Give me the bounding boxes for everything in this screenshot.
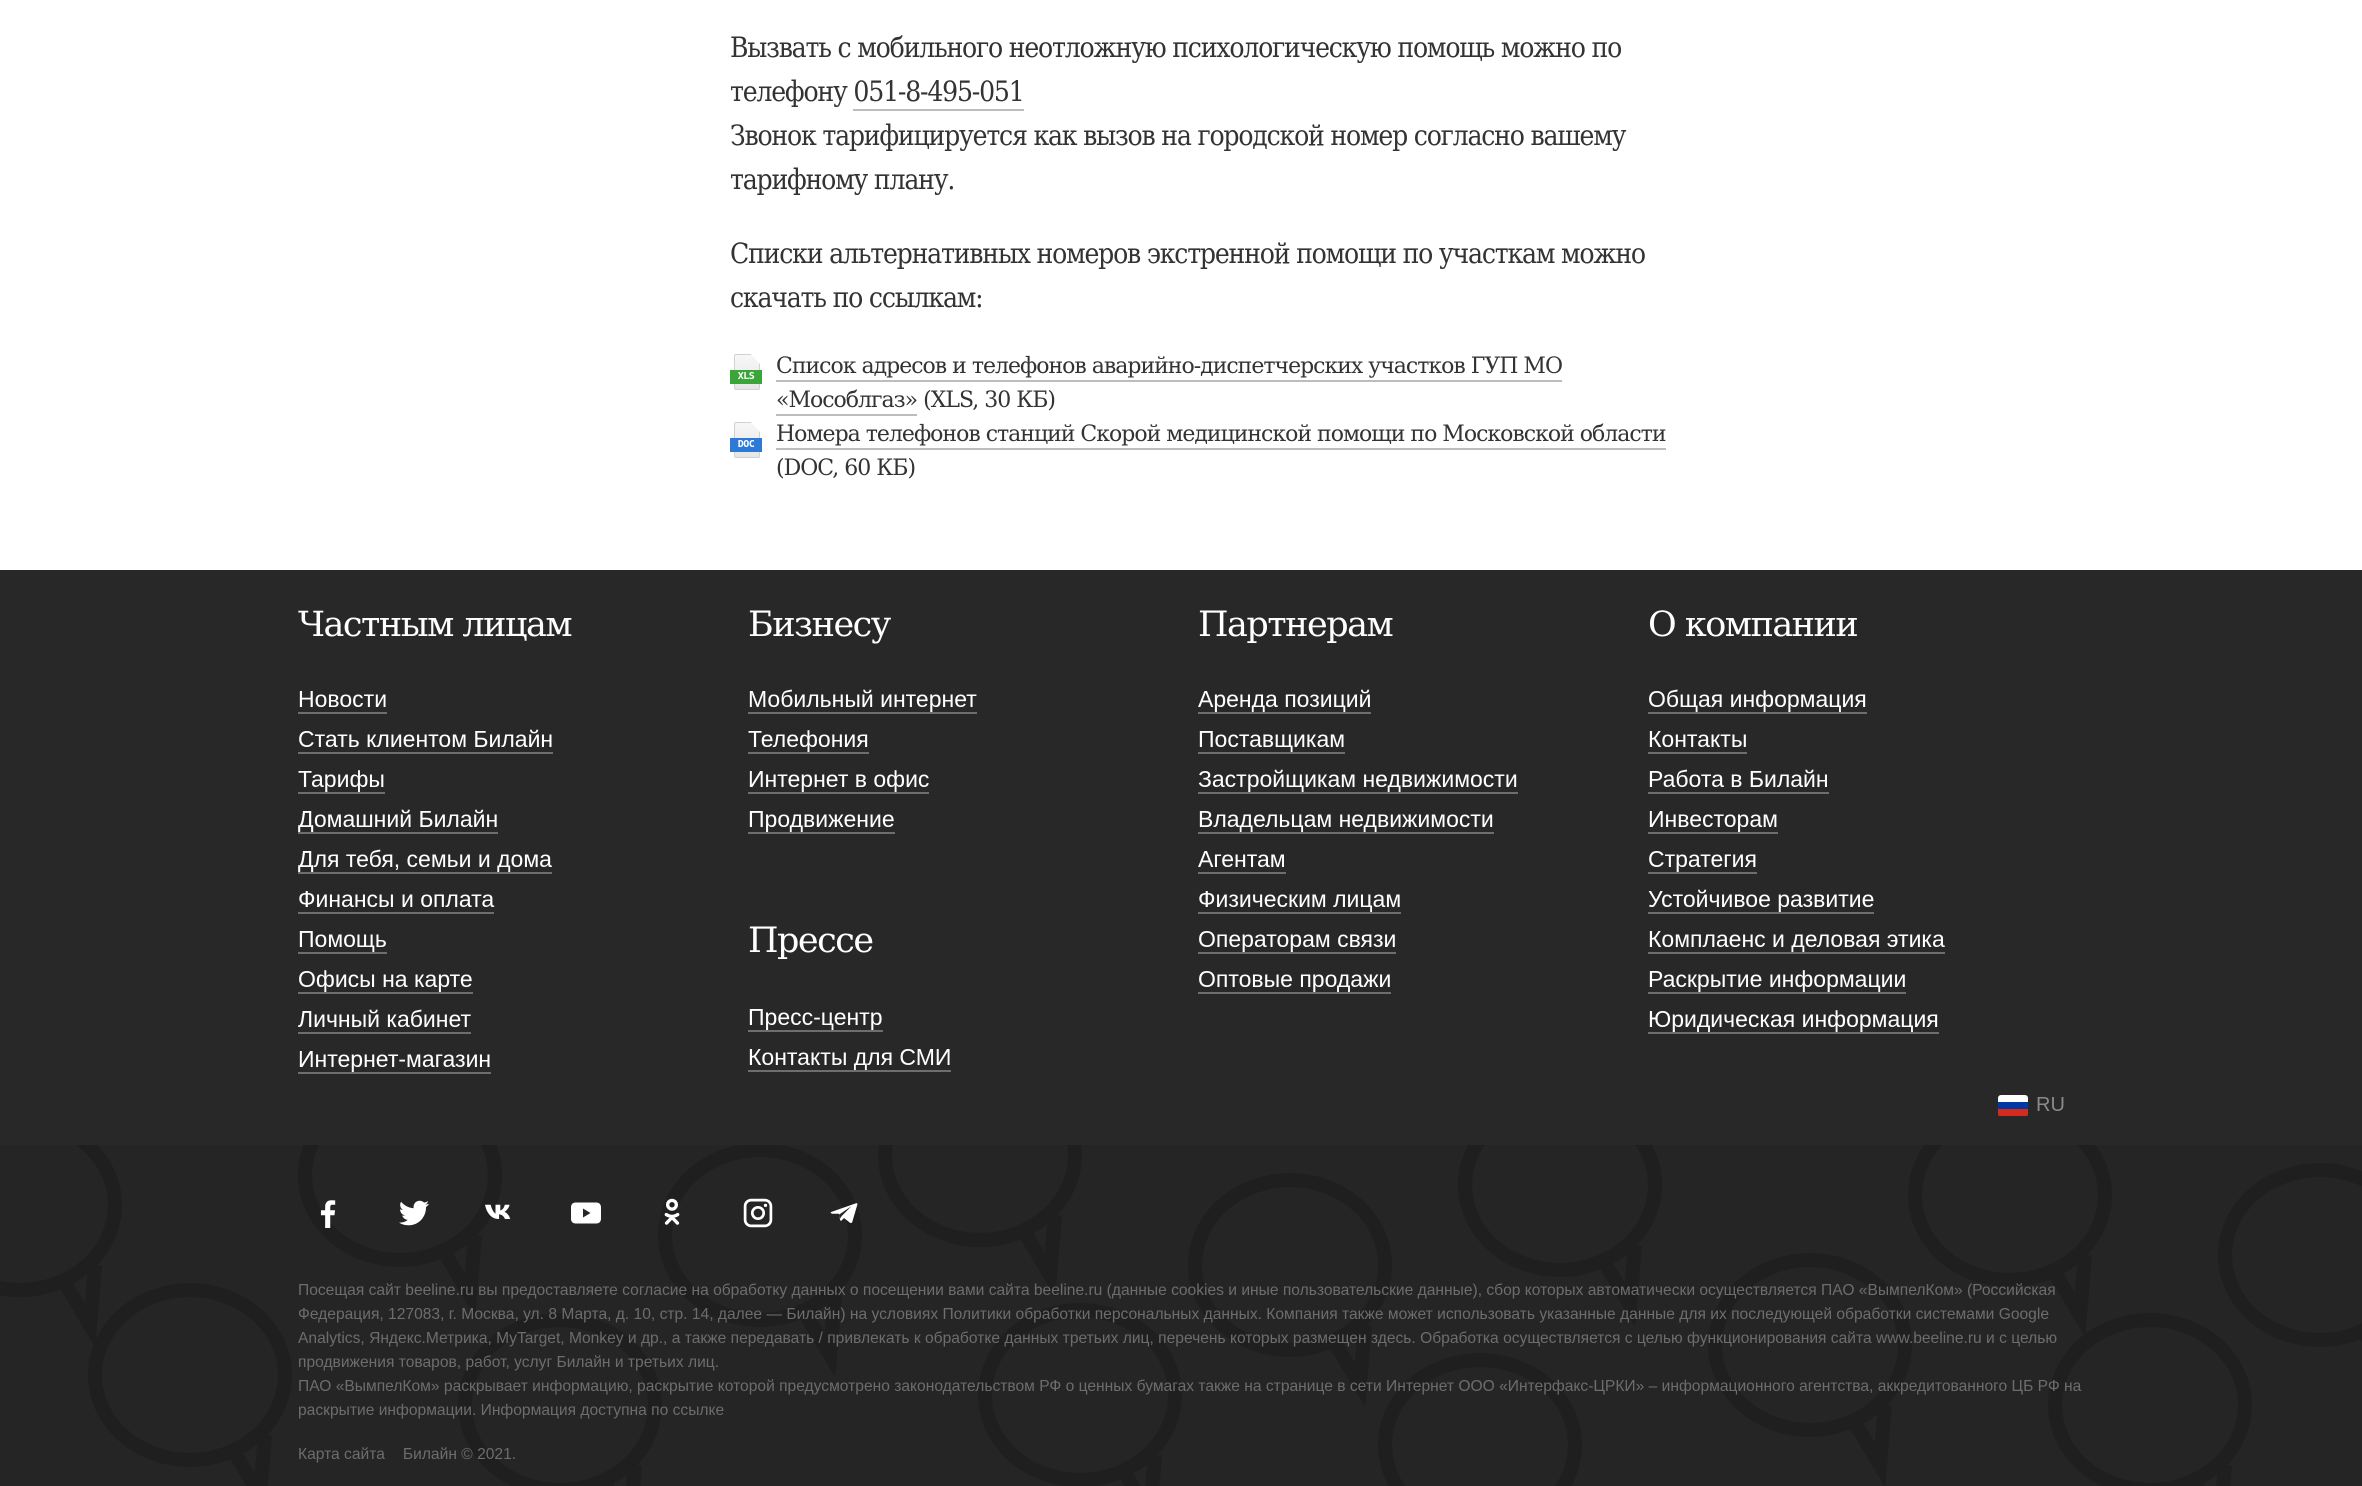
mobile-help-paragraph — [730, 26, 1670, 202]
footer-link[interactable]: Комплаенс и деловая этика — [1648, 926, 1945, 952]
footer-heading: О компании — [1648, 605, 1858, 645]
youtube-link[interactable] — [568, 1193, 654, 1233]
footer-link[interactable]: Владельцам недвижимости — [1198, 806, 1494, 832]
footer-link[interactable]: Инвесторам — [1648, 806, 1778, 832]
help-phone-link[interactable]: 051-8-495-051 — [853, 75, 1023, 111]
youtube-icon — [568, 1195, 604, 1231]
privacy-policy-link[interactable]: Политики обработки персональных данных — [942, 1306, 1258, 1323]
footer-link[interactable]: Юридическая информация — [1648, 1006, 1939, 1032]
file-meta: (DOC, 60 КБ) — [776, 456, 916, 481]
article-content — [730, 26, 1670, 502]
footer-link[interactable]: Раскрытие информации — [1648, 966, 1907, 992]
mosoblgaz-download-link[interactable]: Список адресов и телефонов аварийно-диспетчерских участков ГУП МО «Мособлгаз» — [776, 354, 1562, 416]
language-switcher[interactable] — [1998, 1094, 2065, 1117]
disclosure-link[interactable]: по ссылке — [651, 1402, 725, 1419]
footer-link[interactable]: Застройщикам недвижимости — [1198, 766, 1518, 792]
copyright-text: Билайн © 2021. — [402, 1446, 517, 1463]
download-list — [730, 350, 1670, 486]
footer-link[interactable]: Агентам — [1198, 846, 1286, 872]
footer-link[interactable]: Стать клиентом Билайн — [298, 726, 554, 752]
footer-link[interactable]: Работа в Билайн — [1648, 766, 1829, 792]
footer-link[interactable]: Общая информация — [1648, 686, 1867, 712]
download-item — [730, 418, 1670, 486]
instagram-icon — [740, 1195, 776, 1231]
footer-link[interactable]: Для тебя, семьи и дома — [298, 846, 552, 872]
footer-link[interactable]: Новости — [298, 686, 388, 712]
file-meta: (XLS, 30 КБ) — [917, 388, 1056, 413]
xls-file-icon: XLS — [730, 354, 762, 392]
language-label: RU — [2036, 1094, 2065, 1116]
mobile-help-text: Вызвать с мобильного неотложную психологическую помощь можно по телефону — [730, 31, 1622, 108]
footer-link[interactable]: Офисы на карте — [298, 966, 473, 992]
telegram-icon — [826, 1195, 862, 1231]
facebook-link[interactable] — [310, 1193, 396, 1233]
footer-link[interactable]: Устойчивое развитие — [1648, 886, 1875, 912]
footer-link[interactable]: Продвижение — [748, 806, 895, 832]
footer-link[interactable]: Пресс-центр — [748, 1004, 883, 1030]
instagram-link[interactable] — [740, 1193, 826, 1233]
ambulance-download-link[interactable]: Номера телефонов станций Скорой медицинской помощи по Московской области — [776, 422, 1666, 450]
footer-link[interactable]: Тарифы — [298, 766, 385, 792]
footer-nav — [0, 570, 2362, 1145]
russia-flag-icon — [1998, 1095, 2028, 1117]
odnoklassniki-icon — [654, 1195, 690, 1231]
alt-numbers-paragraph: Списки альтернативных номеров экстренной помощи по участкам можно скачать по ссылкам: — [730, 237, 1645, 314]
vk-icon — [482, 1195, 518, 1231]
social-links — [310, 1193, 912, 1233]
footer-bottom — [0, 1145, 2362, 1486]
footer-link[interactable]: Финансы и оплата — [298, 886, 495, 912]
footer-link[interactable]: Помощь — [298, 926, 387, 952]
footer-link[interactable]: Мобильный интернет — [748, 686, 977, 712]
copyright-row — [298, 1443, 516, 1467]
footer-link[interactable]: Контакты для СМИ — [748, 1044, 952, 1070]
footer-link[interactable]: Операторам связи — [1198, 926, 1397, 952]
footer-link[interactable]: Телефония — [748, 726, 869, 752]
footer-heading: Частным лицам — [298, 605, 572, 645]
legal-notice — [298, 1279, 2088, 1423]
footer-link[interactable]: Стратегия — [1648, 846, 1757, 872]
footer-link[interactable]: Физическим лицам — [1198, 886, 1402, 912]
tariff-note: Звонок тарифицируется как вызов на городской номер согласно вашему тарифному плану. — [730, 119, 1626, 196]
vk-link[interactable] — [482, 1193, 568, 1233]
telegram-link[interactable] — [826, 1193, 912, 1233]
cookie-consent-text: Посещая сайт beeline.ru вы предоставляете согласие на обработку данных о посещении вами сайта beeline.ru (данные cookies и иные пользовательские данные), сбор которых автоматически осуществляется ПАО «ВымпелКом» (Российская Федерация, 127083, г. Москва, ул. 8 Марта, д. 10, стр. 14, далее — Билайн) на условиях Политики обработки персональных данных. Компания также может использовать указанные данные для их последующей обработки системами Google Analytics, Яндекс.Метрика, MyTarget, Monkey и др., а также передавать / привлекать к обработке данных третьих лиц, перечень которых размещен здесь. Обработка осуществляется с целью функционирования сайта www.beeline.ru и с целью продвижения товаров, работ, услуг Билайн и третьих лиц. — [298, 1282, 2058, 1371]
footer-link[interactable]: Поставщикам — [1198, 726, 1346, 752]
footer-link[interactable]: Домашний Билайн — [298, 806, 499, 832]
facebook-icon — [310, 1195, 346, 1231]
footer-link[interactable]: Аренда позиций — [1198, 686, 1372, 712]
footer-link[interactable]: Личный кабинет — [298, 1006, 472, 1032]
sitemap-link[interactable]: Карта сайта — [298, 1446, 385, 1463]
twitter-icon — [396, 1195, 432, 1231]
footer-link[interactable]: Оптовые продажи — [1198, 966, 1392, 992]
footer-heading: Бизнесу — [748, 605, 890, 645]
odnoklassniki-link[interactable] — [654, 1193, 740, 1233]
footer-link[interactable]: Интернет в офис — [748, 766, 930, 792]
third-parties-link[interactable]: здесь — [1370, 1330, 1412, 1347]
footer-link[interactable]: Контакты — [1648, 726, 1748, 752]
doc-file-icon: DOC — [730, 422, 762, 460]
footer-link[interactable]: Интернет-магазин — [298, 1046, 492, 1072]
footer-heading: Партнерам — [1198, 605, 1393, 645]
footer-heading: Прессе — [748, 921, 873, 961]
download-item — [730, 350, 1670, 418]
twitter-link[interactable] — [396, 1193, 482, 1233]
disclosure-text: ПАО «ВымпелКом» раскрывает информацию, раскрытие которой предусмотрено законодательством РФ о ценных бумагах также на странице в сети Интернет ООО «Интерфакс-ЦРКИ» – информационного агентства, аккредитованного ЦБ РФ на раскрытие информации. Информация доступна по ссылке — [298, 1378, 2082, 1419]
